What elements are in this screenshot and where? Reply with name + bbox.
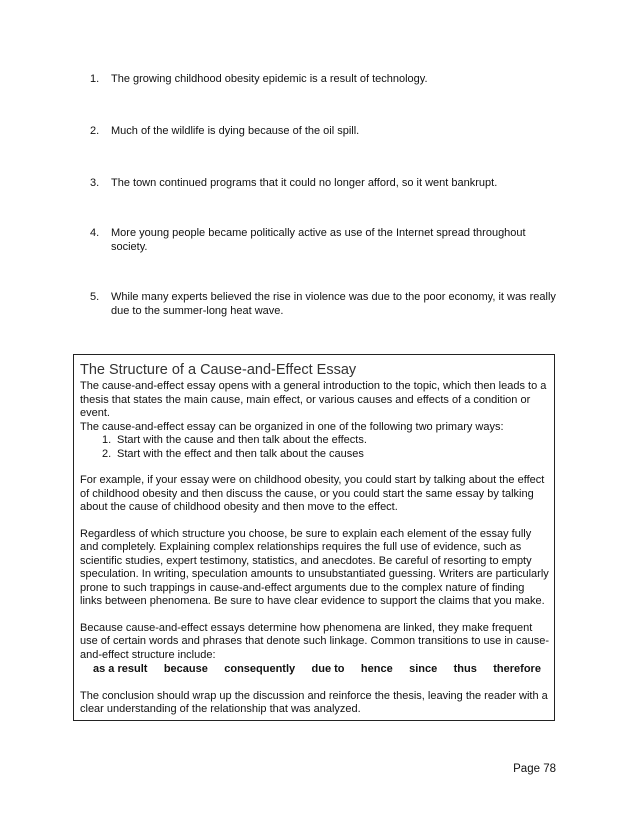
exercise-number: 3. [90,177,100,189]
transition-word: as a result [93,663,148,675]
exercise-item-2 [90,124,560,138]
way-item-1 [80,434,549,448]
paragraph-gap [80,609,549,622]
way-item-2 [80,448,549,462]
way-number: 1. [102,434,112,446]
way-text: Start with the cause and then talk about the effects. [117,434,367,446]
transition-word: due to [311,663,345,675]
evidence-paragraph: Regardless of which structure you choose, be sure to explain each element of the essay fully and completely. Explaining complex relationships requires the full use of evidence, such as scientific studies, expert testimony, statistics, and anecdotes. Be careful of resorting to empty speculation. In writing, speculation amounts to unsubstantiated guessing. Writers are particularly prone to such trappings in cause-and-effect arguments due to the complex nature of finding links between phenomena. Be sure to have clear evidence to support the claims that you make. [80,527,549,607]
organization-paragraph: The cause-and-effect essay can be organized in one of the following two primary ways: [80,420,504,433]
exercise-number: 4. [90,227,100,239]
exercise-number: 1. [90,73,100,85]
box-title: The Structure of a Cause-and-Effect Essay [80,362,357,378]
organization-ways-list [80,434,549,461]
transition-word: hence [360,663,393,675]
way-number: 2. [102,447,112,460]
exercise-item-5 [90,290,560,318]
example-paragraph: For example, if your essay were on childhood obesity, you could start by talking about the effect of childhood obesity and then discuss the cause, or you could start the same essay by talking about the cause of childhood obesity and then move to the effect. [80,474,545,513]
exercise-number: 5. [90,291,100,303]
transitions-intro-paragraph: Because cause-and-effect essays determine how phenomena are linked, they make frequent use of certain words and phrases that denote such linkage. Common transitions to use in cause-and-effect structure include: [80,621,549,661]
exercise-item-3 [90,176,560,190]
paragraph-gap [80,515,549,528]
exercise-number: 2. [90,125,100,137]
exercise-text: Much of the wildlife is dying because of the oil spill. [111,125,360,137]
transition-word: thus [453,663,477,675]
page-number: Page 78 [513,763,556,775]
exercise-text: The town continued programs that it could no longer afford, so it went bankrupt. [111,177,498,189]
transition-word: therefore [493,663,541,675]
conclusion-paragraph: The conclusion should wrap up the discussion and reinforce the thesis, leaving the reader with a clear understanding of the relationship that was analyzed. [80,689,548,715]
paragraph-gap [80,677,549,690]
exercise-text: While many experts believed the rise in violence was due to the poor economy, it was really due to the summer-long heat wave. [111,291,556,317]
exercise-text: More young people became politically active as use of the Internet spread throughout society. [111,227,526,253]
transition-word: consequently [224,663,296,675]
way-text: Start with the effect and then talk about the causes [117,447,364,460]
paragraph-gap [80,461,549,474]
intro-paragraph: The cause-and-effect essay opens with a general introduction to the topic, which then leads to a thesis that states the main cause, main effect, or various causes and effects of a condition or event. [80,380,547,419]
transition-word: because [163,663,208,675]
exercise-item-4 [90,226,560,254]
exercise-text: The growing childhood obesity epidemic is a result of technology. [111,73,428,85]
transition-words-row [80,663,549,677]
transition-word: since [409,663,438,675]
essay-structure-box [73,354,555,721]
exercise-item-1 [90,72,560,86]
